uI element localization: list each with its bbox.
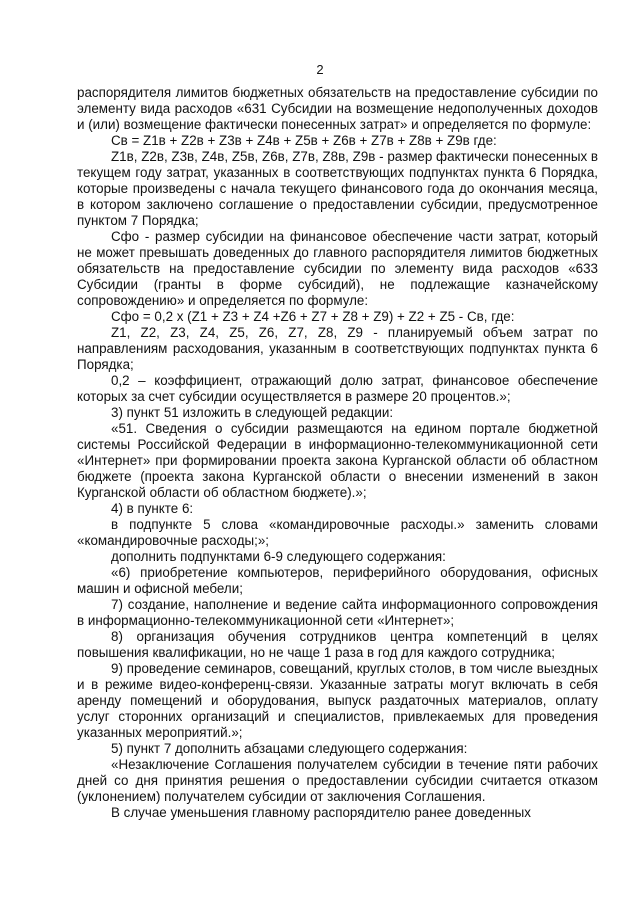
- paragraph: распорядителя лимитов бюджетных обязательств на предоставление субсидии по элементу вида расходов «631 Субсидии на возмещение недополученных доходов и (или) возмещение фактически понесенных затрат» и определяется по формуле:: [77, 85, 598, 132]
- paragraph: «51. Сведения о субсидии размещаются на едином портале бюджетной системы Российской Федерации в информационно-телекоммуникационной сети «Интернет» при формировании проекта закона Курганской области об областном бюджете (проекта закона Курганской области о внесении изменений в закон Курганской области об областном бюджете).»;: [77, 421, 598, 500]
- paragraph: Z1, Z2, Z3, Z4, Z5, Z6, Z7, Z8, Z9 - планируемый объем затрат по направлениям расходования, указанным в соответствующих подпунктах пункта 6 Порядка;: [77, 325, 598, 372]
- formula-paragraph: Сфо = 0,2 х (Z1 + Z3 + Z4 +Z6 + Z7 + Z8 + Z9) + Z2 + Z5 - Св, где:: [111, 309, 515, 324]
- paragraph: в подпункте 5 слова «командировочные расходы.» заменить словами «командировочные расходы;»;: [77, 517, 598, 548]
- paragraph: 0,2 – коэффициент, отражающий долю затрат, финансовое обеспечение которых за счет субсидии осуществляется в размере 20 процентов.»;: [77, 373, 598, 404]
- paragraph: 7) создание, наполнение и ведение сайта информационного сопровождения в информационно-телекоммуникационной сети «Интернет»;: [77, 597, 598, 628]
- paragraph: 3) пункт 51 изложить в следующей редакции:: [111, 405, 394, 420]
- document-body: [77, 85, 598, 821]
- paragraph: 5) пункт 7 дополнить абзацами следующего содержания:: [111, 741, 468, 756]
- paragraph: 9) проведение семинаров, совещаний, круглых столов, в том числе выездных и в режиме видео-конференц-связи. Указанные затраты могут включать в себя аренду помещений и оборудования, выпуск раздаточных материалов, оплату услуг сторонних организаций и специалистов, привлекаемых для проведения указанных мероприятий.»;: [77, 661, 598, 740]
- paragraph: 8) организация обучения сотрудников центра компетенций в целях повышения квалификации, но не чаще 1 раза в год для каждого сотрудника;: [77, 629, 598, 660]
- paragraph: Z1в, Z2в, Z3в, Z4в, Z5в, Z6в, Z7в, Z8в, Z9в - размер фактически понесенных в текущем году затрат, указанных в соответствующих подпунктах пункта 6 Порядка, которые произведены с начала текущего финансового года до окончания месяца, в котором заключено соглашение о предоставлении субсидии, предусмотренное пунктом 7 Порядка;: [77, 149, 598, 228]
- paragraph: В случае уменьшения главному распорядителю ранее доведенных: [111, 805, 531, 820]
- formula-paragraph: Св = Z1в + Z2в + Z3в + Z4в + Z5в + Z6в + Z7в + Z8в + Z9в где:: [111, 133, 497, 148]
- paragraph: «Незаключение Соглашения получателем субсидии в течение пяти рабочих дней со дня принятия решения о предоставлении субсидии считается отказом (уклонением) получателем субсидии от заключения Соглашения.: [77, 757, 598, 804]
- paragraph: дополнить подпунктами 6-9 следующего содержания:: [111, 549, 446, 564]
- paragraph: «6) приобретение компьютеров, периферийного оборудования, офисных машин и офисной мебели;: [77, 565, 598, 596]
- paragraph: 4) в пункте 6:: [111, 501, 194, 516]
- paragraph: Сфо - размер субсидии на финансовое обеспечение части затрат, который не может превышать доведенных до главного распорядителя лимитов бюджетных обязательств на предоставление субсидии по элементу вида расходов «633 Субсидии (гранты в форме субсидий), не подлежащие казначейскому сопровождению» и определяется по формуле:: [77, 229, 598, 308]
- page-number: 2: [316, 62, 324, 77]
